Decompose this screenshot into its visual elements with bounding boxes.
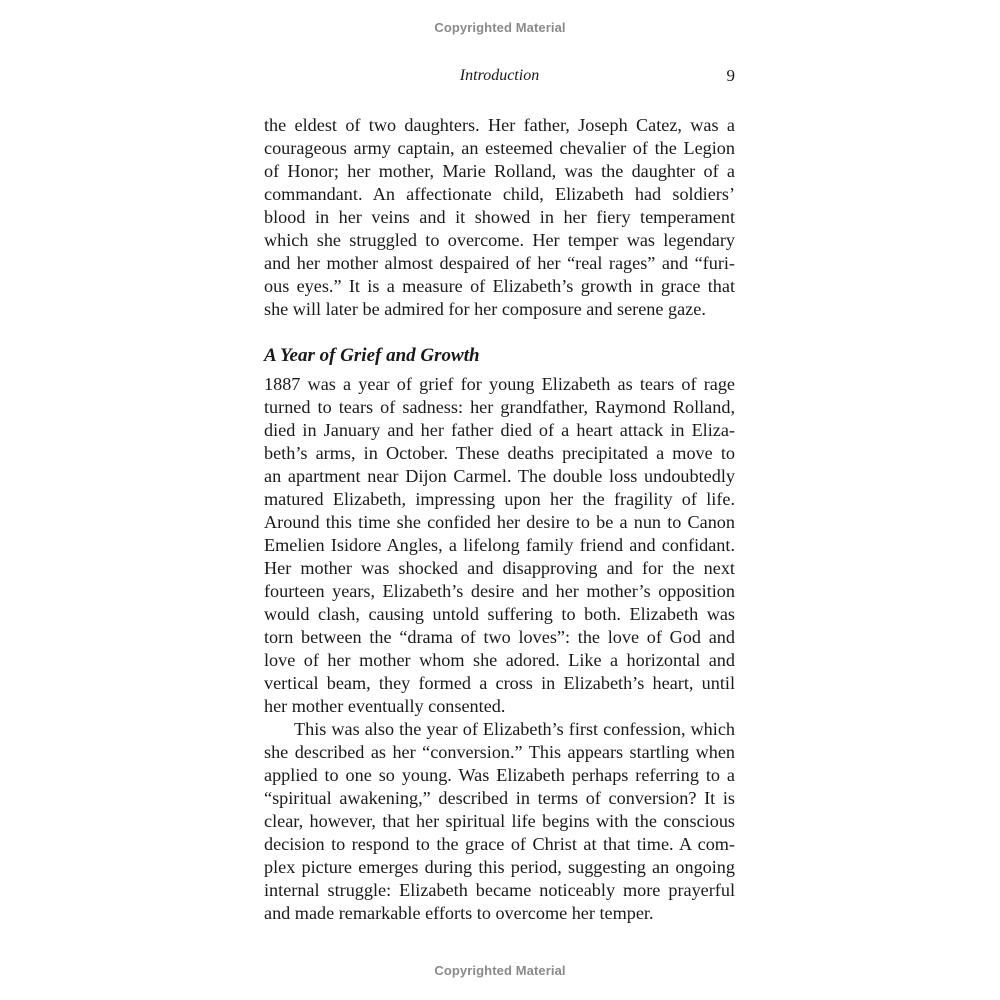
running-head (264, 64, 735, 88)
text-line: internal struggle: Elizabeth became noticeably more prayerful (264, 880, 735, 900)
text-line: Around this time she confided her desire to be a nun to Canon (264, 512, 735, 532)
text-line: which she struggled to overcome. Her temper was legendary (264, 230, 735, 250)
text-line: and made remarkable efforts to overcome her temper. (264, 903, 654, 923)
text-line: blood in her veins and it showed in her fiery temperament (264, 207, 735, 227)
text-line: the eldest of two daughters. Her father, Joseph Catez, was a (264, 115, 735, 135)
text-line: decision to respond to the grace of Christ at that time. A com- (264, 834, 735, 854)
text-line: applied to one so young. Was Elizabeth perhaps referring to a (264, 765, 735, 785)
text-line: she described as her “conversion.” This appears startling when (264, 742, 735, 762)
text-line: Her mother was shocked and disapproving and for the next (264, 558, 735, 578)
text-line: love of her mother whom she adored. Like a horizontal and (264, 650, 735, 670)
text-line: an apartment near Dijon Carmel. The double loss undoubtedly (264, 466, 735, 486)
text-line: “spiritual awakening,” described in terms of conversion? It is (264, 788, 735, 808)
text-line: and her mother almost despaired of her “real rages” and “furi- (264, 253, 735, 273)
text-line: commandant. An affectionate child, Elizabeth had soldiers’ (264, 184, 735, 204)
section-body (264, 373, 735, 925)
watermark-top: Copyrighted Material (434, 20, 566, 35)
text-line: Emelien Isidore Angles, a lifelong family friend and confidant. (264, 535, 735, 555)
text-line: beth’s arms, in October. These deaths precipitated a move to (264, 443, 735, 463)
text-line: of Honor; her mother, Marie Rolland, was the daughter of a (264, 161, 735, 181)
text-line: she will later be admired for her composure and serene gaze. (264, 299, 706, 319)
text-line: plex picture emerges during this period, suggesting an ongoing (264, 857, 735, 877)
text-line: would clash, causing untold suffering to both. Elizabeth was (264, 604, 735, 624)
text-line: vertical beam, they formed a cross in Elizabeth’s heart, until (264, 673, 735, 693)
paragraph-continued (264, 114, 735, 321)
text-line: This was also the year of Elizabeth’s first confession, which (294, 719, 735, 739)
watermark-bottom: Copyrighted Material (434, 963, 566, 978)
text-line: torn between the “drama of two loves”: the love of God and (264, 627, 735, 647)
section-heading: A Year of Grief and Growth (264, 345, 480, 366)
text-line: ous eyes.” It is a measure of Elizabeth’s growth in grace that (264, 276, 735, 296)
text-line: matured Elizabeth, impressing upon her the fragility of life. (264, 489, 735, 509)
text-line: turned to tears of sadness: her grandfather, Raymond Rolland, (264, 397, 735, 417)
text-line: clear, however, that her spiritual life begins with the conscious (264, 811, 735, 831)
text-line: courageous army captain, an esteemed chevalier of the Legion (264, 138, 735, 158)
text-line: fourteen years, Elizabeth’s desire and her mother’s opposition (264, 581, 735, 601)
page-number: 9 (726, 66, 735, 85)
text-line: 1887 was a year of grief for young Elizabeth as tears of rage (264, 374, 735, 394)
paragraph-grief (264, 373, 735, 718)
running-head-title: Introduction (459, 67, 540, 84)
text-line: died in January and her father died of a heart attack in Eliza- (264, 420, 735, 440)
text-line: her mother eventually consented. (264, 696, 506, 716)
paragraph-confession (264, 718, 735, 925)
